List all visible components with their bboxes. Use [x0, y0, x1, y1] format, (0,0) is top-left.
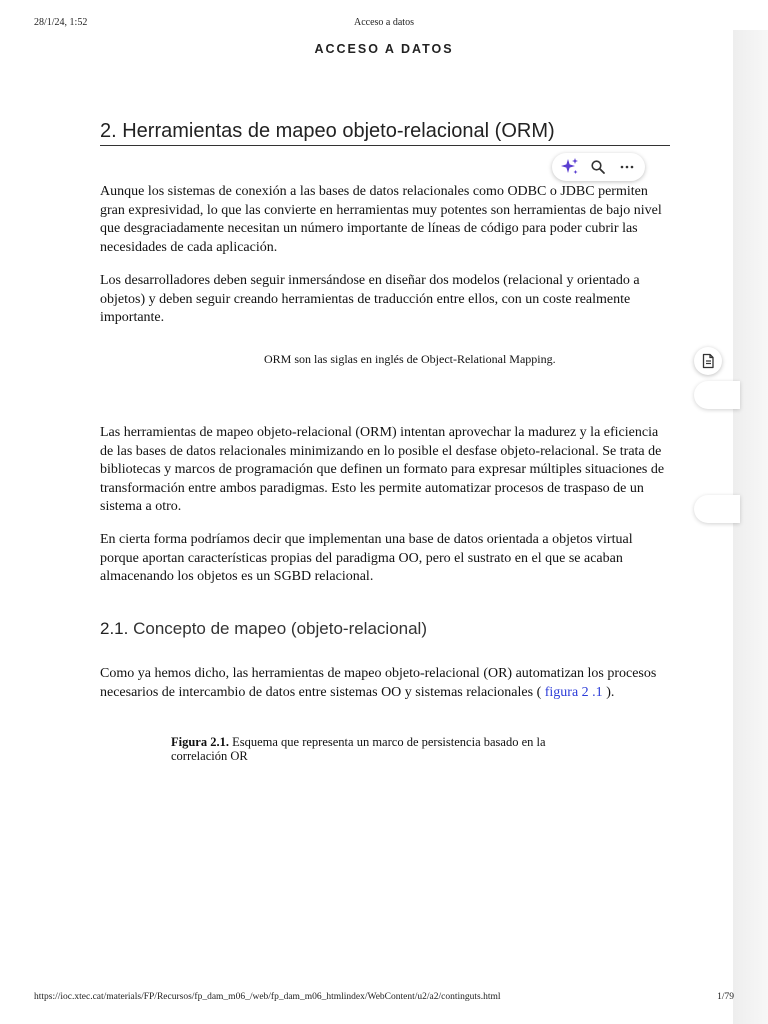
figure-caption-label: Figura 2.1. — [171, 735, 229, 749]
page-number: 1/79 — [717, 992, 734, 1002]
document-icon[interactable] — [694, 347, 722, 375]
more-icon[interactable] — [615, 155, 639, 179]
subsection-heading — [100, 619, 670, 639]
print-footer — [34, 992, 734, 1004]
sparkle-icon[interactable] — [558, 155, 582, 179]
paragraph-3: Las herramientas de mapeo objeto-relacional (ORM) intentan aprovechar la madurez y la eficiencia de las bases de datos relacionales minimizando en lo posible el desfase objeto-relacional. Se trata de bibliotecas y marcos de programación que definen un formato para expresar múltiples situaciones de transformación entre ambos paradigmas. Esto les permite automatizar procesos de traspaso de un sistema a otro. — [100, 425, 665, 515]
print-title: Acceso a datos — [354, 17, 414, 28]
paragraph-2: Los desarrolladores deben seguir inmersándose en diseñar dos modelos (relacional y orientado a objetos) y deben seguir creando herramientas de traducción entre ellos, con un coste realmente importante. — [100, 273, 640, 326]
side-tab-2[interactable] — [694, 495, 740, 523]
figure-caption-text: Esquema que representa un marco de persistencia basado en la correlación OR — [171, 735, 546, 763]
section-heading: 2. Herramientas de mapeo objeto-relacional (ORM) — [100, 120, 670, 146]
print-date: 28/1/24, 1:52 — [34, 17, 88, 28]
side-note: ORM son las siglas en inglés de Object-Relational Mapping. — [264, 352, 556, 366]
print-url: https://ioc.xtec.cat/materials/FP/Recursos/fp_dam_m06_/web/fp_dam_m06_htmlindex/WebContent/u2/a2/continguts.html — [34, 992, 501, 1002]
search-icon[interactable] — [586, 155, 610, 179]
figure-link[interactable]: figura 2 .1 — [544, 684, 603, 700]
print-header — [34, 17, 734, 31]
site-title: ACCESO A DATOS — [314, 42, 454, 56]
subsection-title: Concepto de mapeo (objeto-relacional) — [133, 619, 427, 638]
figure-caption — [171, 735, 601, 763]
paragraph-4: En cierta forma podríamos decir que implementan una base de datos orientada a objetos virtual porque aportan características propias del paradigma OO, pero el sustrato en el que se acaban almacenando los objetos es un SGBD relacional. — [100, 532, 633, 585]
floating-toolbar — [552, 153, 645, 181]
paragraph-5 — [100, 665, 672, 702]
paragraph-5-end: ). — [602, 684, 615, 700]
side-tab-1[interactable] — [694, 381, 740, 409]
subsection-number: 2.1. — [100, 619, 129, 638]
paragraph-1: Aunque los sistemas de conexión a las bases de datos relacionales como ODBC o JDBC permiten gran expresividad, lo que las convierte en herramientas muy potentes son herramientas de bajo nivel que desgraciadamente necesitan un número importante de líneas de código para poder cubrir las necesidades de cada aplicación. — [100, 184, 662, 255]
side-panel-edge — [733, 30, 768, 1024]
paragraph-5-text: Como ya hemos dicho, las herramientas de mapeo objeto-relacional (OR) automatizan los procesos necesarios de intercambio de datos entre sistemas OO y sistemas relacionales ( — [100, 666, 657, 700]
